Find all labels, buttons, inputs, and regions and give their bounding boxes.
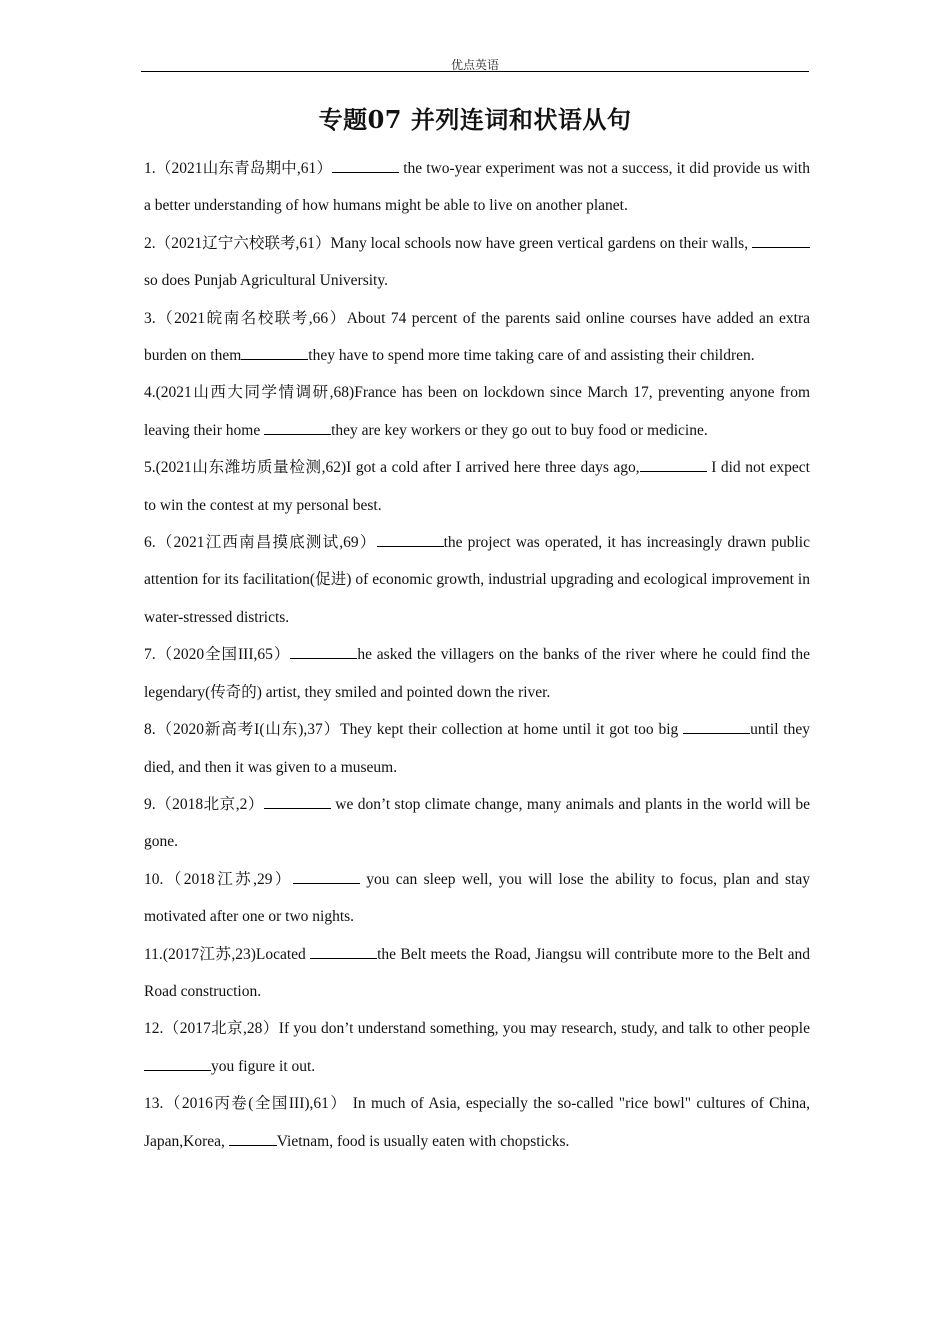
question-item: [144, 374, 810, 449]
question-number: 7.: [144, 646, 156, 664]
answer-blank[interactable]: [310, 945, 377, 959]
question-source: （2021山东青岛期中,61）: [155, 160, 333, 177]
question-item: [144, 711, 810, 786]
question-item: [144, 786, 810, 861]
question-list: [144, 150, 810, 1160]
question-item: [144, 300, 810, 375]
question-number: 4.: [144, 384, 156, 402]
question-number: 6.: [144, 534, 156, 552]
question-text-after: the two-year experiment was not a success, it did provide us with a better understanding of how humans might be able to live on another planet.: [144, 160, 810, 215]
header-divider: [141, 71, 809, 72]
question-text-after: Vietnam, food is usually eaten with chopsticks.: [276, 1132, 570, 1150]
answer-blank[interactable]: [264, 795, 331, 809]
question-number: 12.: [144, 1020, 164, 1038]
question-text-after: the Belt meets the Road, Jiangsu will contribute more to the Belt and Road construction.: [144, 945, 810, 1000]
question-item: [144, 150, 810, 225]
question-item: [144, 861, 810, 936]
answer-blank[interactable]: [683, 720, 750, 734]
question-source: （2020新高考I(山东),37）: [155, 721, 341, 739]
question-number: 3.: [144, 309, 156, 327]
answer-blank[interactable]: [293, 870, 360, 884]
question-number: 11.: [144, 945, 163, 963]
question-text-after: until they died, and then it was given to a museum.: [144, 721, 810, 776]
question-source: （2016丙卷(全国III),61）: [163, 1095, 348, 1113]
question-source: （2021皖南名校联考,66）: [155, 309, 347, 327]
answer-blank[interactable]: [241, 346, 308, 360]
question-source: (2021山西大同学情调研,68): [155, 384, 355, 402]
question-text-after: you can sleep well, you will lose the ability to focus, plan and stay motivated after one or two nights.: [144, 870, 810, 926]
question-text-after: he asked the villagers on the banks of the river where he could find the legendary(传奇的) artist, they smiled and pointed down the river.: [144, 646, 810, 701]
question-text-before: In much of Asia, especially the so-called "rice bowl" cultures of China, Japan,Korea,: [144, 1095, 810, 1150]
question-number: 2.: [144, 234, 156, 252]
answer-blank[interactable]: [332, 159, 399, 173]
question-text-before: France has been on lockdown since March 17, preventing anyone from leaving their home: [144, 384, 810, 439]
question-item: [144, 636, 810, 711]
question-text-before: Many local schools now have green vertical gardens on their walls,: [330, 234, 752, 252]
question-item: [144, 449, 810, 524]
question-text-before: About 74 percent of the parents said online courses have added an extra burden on them: [144, 309, 810, 365]
question-source: （2018江苏,29）: [163, 870, 293, 888]
question-number: 5.: [144, 459, 156, 477]
question-item: [144, 1085, 810, 1160]
answer-blank[interactable]: [290, 645, 357, 659]
question-item: [144, 1010, 810, 1085]
question-text-after: we don’t stop climate change, many animals and plants in the world will be gone.: [144, 795, 810, 851]
question-item: [144, 936, 810, 1011]
question-item: [144, 524, 810, 636]
question-text-before: If you don’t understand something, you may research, study, and talk to other people: [278, 1020, 810, 1038]
question-source: （2018北京,2）: [155, 795, 264, 813]
question-text-before: I got a cold after I arrived here three days ago,: [346, 459, 640, 477]
question-number: 13.: [144, 1095, 164, 1113]
question-text-after: you figure it out.: [211, 1057, 316, 1075]
question-source: （2021江西南昌摸底测试,69）: [155, 534, 377, 552]
question-number: 1.: [144, 160, 156, 177]
question-item: [144, 225, 810, 300]
answer-blank[interactable]: [264, 421, 331, 435]
question-number: 9.: [144, 795, 156, 813]
page-header: 优点英语: [450, 58, 499, 72]
answer-blank[interactable]: [144, 1057, 211, 1071]
question-number: 10.: [144, 870, 164, 888]
question-source: (2021山东潍坊质量检测,62): [155, 459, 347, 477]
answer-blank[interactable]: [229, 1132, 277, 1146]
question-source: （2017北京,28）: [163, 1020, 279, 1038]
question-text-after: so does Punjab Agricultural University.: [144, 272, 388, 290]
question-text-after: they are key workers or they go out to buy food or medicine.: [331, 421, 708, 439]
answer-blank[interactable]: [640, 458, 707, 472]
question-text-before: They kept their collection at home until it got too big: [340, 721, 684, 739]
question-text-after: they have to spend more time taking care of and assisting their children.: [308, 347, 755, 365]
question-text-after: I did not expect to win the contest at my personal best.: [144, 459, 810, 514]
question-source: (2017江苏,23): [162, 945, 256, 963]
page-title: 专题07 并列连词和状语从句: [318, 105, 632, 134]
question-text-before: Located: [255, 945, 311, 963]
answer-blank[interactable]: [377, 533, 444, 547]
question-number: 8.: [144, 721, 156, 739]
question-text-after: the project was operated, it has increasingly drawn public attention for its facilitation(促进) of economic growth, industrial upgrading and ecological improvement in water-stressed districts.: [144, 534, 810, 626]
answer-blank[interactable]: [752, 234, 810, 248]
question-source: （2021辽宁六校联考,61）: [155, 234, 331, 252]
question-source: （2020全国III,65）: [155, 646, 291, 664]
